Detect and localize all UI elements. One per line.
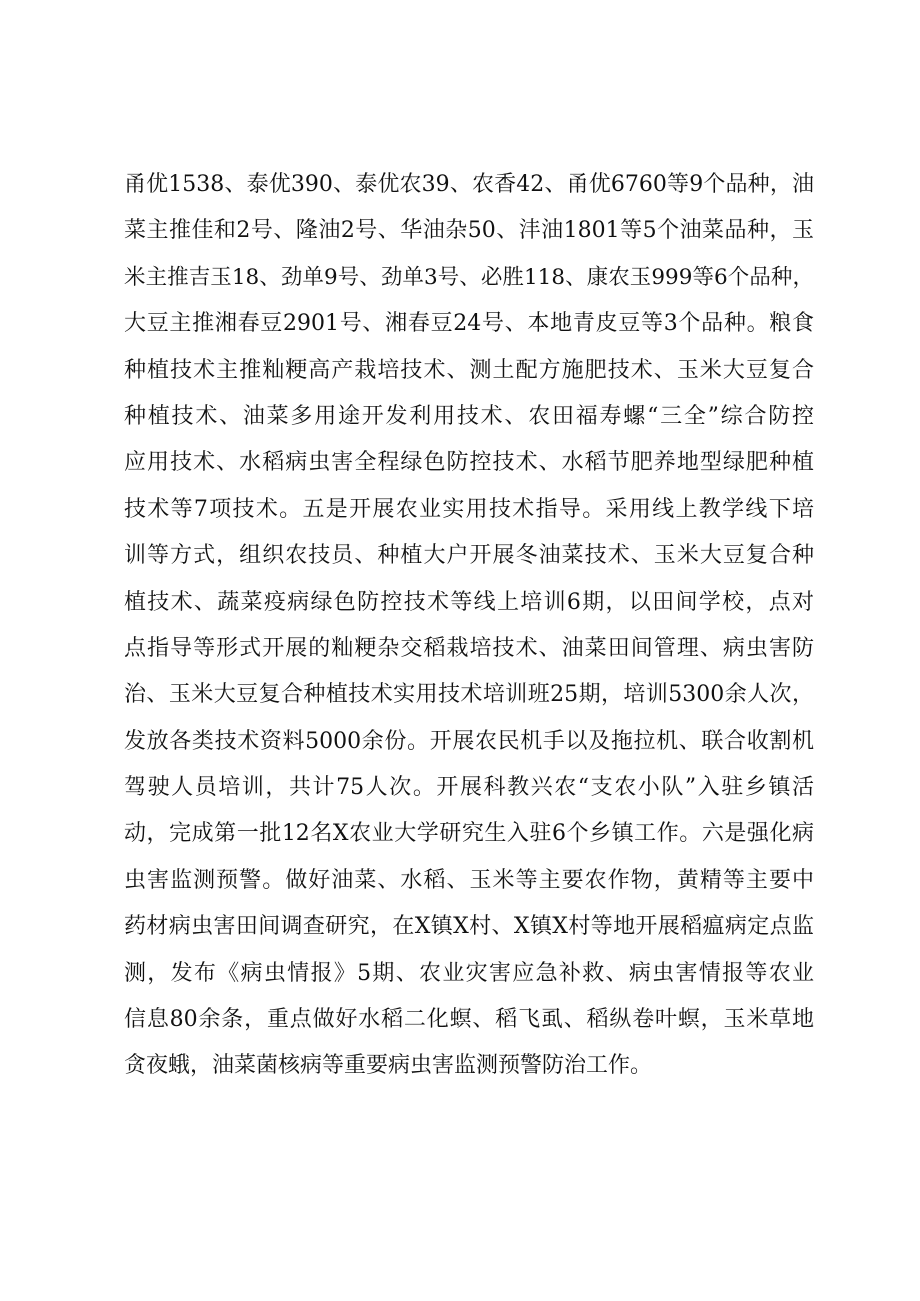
text-line: 点指导等形式开展的籼粳杂交稻栽培技术、油菜田间管理、病虫害防 — [124, 635, 814, 661]
text-line: 大豆主推湘春豆2901号、湘春豆24号、本地青皮豆等3个品种。粮食 — [124, 311, 814, 337]
text-line: 贪夜蛾，油菜菌核病等重要病虫害监测预警防治工作。 — [124, 1053, 653, 1079]
text-line: 甬优1538、泰优390、泰优农39、农香42、甬优6760等9个品种，油 — [124, 172, 814, 197]
text-line: 种植技术主推籼粳高产栽培技术、测土配方施肥技术、玉米大豆复合 — [124, 357, 814, 383]
text-line: 技术等7项技术。五是开展农业实用技术指导。采用线上教学线下培 — [124, 496, 814, 522]
text-line: 发放各类技术资料5000余份。开展农民机手以及拖拉机、联合收割机 — [124, 728, 814, 754]
body-paragraph — [124, 162, 814, 1090]
text-line: 应用技术、水稻病虫害全程绿色防控技术、水稻节肥养地型绿肥种植 — [124, 450, 814, 476]
text-line: 治、玉米大豆复合种植技术实用技术培训班25期，培训5300余人次， — [124, 682, 814, 708]
text-line: 种植技术、油菜多用途开发利用技术、农田福寿螺“三全”综合防控 — [124, 403, 814, 429]
text-line: 驾驶人员培训，共计75人次。开展科教兴农“支农小队”入驻乡镇活 — [124, 775, 814, 801]
text-line: 药材病虫害田间调查研究，在X镇X村、X镇X村等地开展稻瘟病定点监 — [124, 914, 814, 940]
text-line: 植技术、蔬菜疫病绿色防控技术等线上培训6期，以田间学校，点对 — [124, 589, 814, 615]
text-line: 训等方式，组织农技员、种植大户开展冬油菜技术、玉米大豆复合种 — [124, 543, 814, 569]
text-line: 菜主推佳和2号、隆油2号、华油杂50、沣油1801等5个油菜品种，玉 — [124, 218, 814, 244]
text-line: 米主推吉玉18、劲单9号、劲单3号、必胜118、康农玉999等6个品种， — [124, 264, 814, 290]
text-line: 信息80余条，重点做好水稻二化螟、稻飞虱、稻纵卷叶螟，玉米草地 — [124, 1007, 814, 1033]
text-line: 测，发布《病虫情报》5期、农业灾害应急补救、病虫害情报等农业 — [124, 960, 814, 986]
text-line: 虫害监测预警。做好油菜、水稻、玉米等主要农作物，黄精等主要中 — [124, 867, 814, 893]
text-line: 动，完成第一批12名X农业大学研究生入驻6个乡镇工作。六是强化病 — [124, 821, 814, 847]
